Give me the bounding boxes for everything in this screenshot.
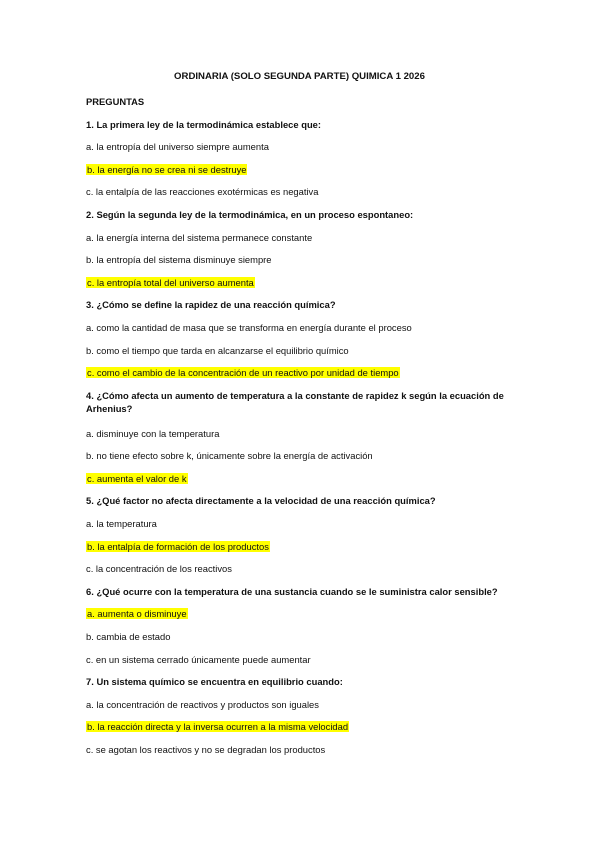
highlighted-answer: b. la reacción directa y la inversa ocurren a la misma velocidad	[87, 721, 349, 732]
question-number: 2.	[86, 209, 94, 220]
option-4a	[86, 427, 219, 440]
option-text: a. la concentración de reactivos y productos son iguales	[86, 699, 319, 710]
question-number: 5.	[86, 495, 94, 506]
option-4c	[86, 472, 188, 485]
option-5c	[86, 562, 232, 575]
option-text: b. no tiene efecto sobre k, únicamente sobre la energía de activación	[86, 450, 373, 461]
option-6a	[86, 607, 188, 620]
option-text: c. en un sistema cerrado únicamente puede aumentar	[86, 654, 311, 665]
document-title: ORDINARIA (SOLO SEGUNDA PARTE) QUIMICA 1 2026	[174, 71, 425, 82]
question-2	[86, 208, 413, 221]
option-text: a. disminuye con la temperatura	[86, 428, 220, 439]
question-text: ¿Cómo se define la rapidez de una reacción química?	[96, 299, 336, 310]
question-number: 7.	[86, 676, 94, 687]
option-1c	[86, 185, 318, 198]
option-6b	[86, 630, 170, 643]
question-1	[86, 118, 321, 131]
option-2a	[86, 231, 312, 244]
highlighted-answer: a. aumenta o disminuye	[87, 608, 187, 619]
question-number: 6.	[86, 586, 94, 597]
option-7c	[86, 743, 325, 756]
option-text: b. cambia de estado	[86, 631, 171, 642]
question-number: 1.	[86, 119, 94, 130]
option-text: b. la entropía del sistema disminuye siempre	[86, 254, 272, 265]
option-text: c. se agotan los reactivos y no se degradan los productos	[86, 744, 326, 755]
option-text: c. la concentración de los reactivos	[86, 563, 232, 574]
option-2b	[86, 253, 272, 266]
option-text: a. como la cantidad de masa que se transforma en energía durante el proceso	[86, 322, 412, 333]
option-3a	[86, 321, 412, 334]
question-5	[86, 494, 436, 507]
question-number: 4.	[86, 390, 94, 401]
option-7b	[86, 720, 349, 733]
highlighted-answer: c. la entropía total del universo aumenta	[87, 277, 254, 288]
option-6c	[86, 653, 311, 666]
highlighted-answer: b. la energía no se crea ni se destruye	[87, 164, 247, 175]
question-4	[86, 389, 516, 415]
highlighted-answer: c. como el cambio de la concentración de un reactivo por unidad de tiempo	[87, 367, 399, 378]
highlighted-answer: b. la entalpía de formación de los productos	[87, 541, 269, 552]
question-text: ¿Cómo afecta un aumento de temperatura a la constante de rapidez k según la ecuación de Arhenius?	[86, 390, 504, 414]
option-text: a. la temperatura	[86, 518, 157, 529]
question-3	[86, 298, 336, 311]
option-1b	[86, 163, 247, 176]
section-heading: PREGUNTAS	[86, 96, 145, 107]
option-7a	[86, 698, 319, 711]
option-text: a. la entropía del universo siempre aumenta	[86, 141, 269, 152]
question-6	[86, 585, 498, 598]
question-text: ¿Qué ocurre con la temperatura de una sustancia cuando se le suministra calor sensible?	[96, 586, 498, 597]
question-text: La primera ley de la termodinámica establece que:	[96, 119, 322, 130]
option-text: b. como el tiempo que tarda en alcanzarse el equilibrio químico	[86, 345, 349, 356]
question-text: Un sistema químico se encuentra en equilibrio cuando:	[96, 676, 343, 687]
question-text: Según la segunda ley de la termodinámica, en un proceso espontaneo:	[96, 209, 414, 220]
option-1a	[86, 140, 269, 153]
option-4b	[86, 449, 373, 462]
option-2c	[86, 276, 255, 289]
option-3c	[86, 366, 400, 379]
question-number: 3.	[86, 299, 94, 310]
highlighted-answer: c. aumenta el valor de k	[87, 473, 187, 484]
option-text: a. la energía interna del sistema permanece constante	[86, 232, 313, 243]
option-5a	[86, 517, 157, 530]
question-7	[86, 675, 343, 688]
option-text: c. la entalpía de las reacciones exotérmicas es negativa	[86, 186, 319, 197]
question-text: ¿Qué factor no afecta directamente a la velocidad de una reacción química?	[96, 495, 436, 506]
option-3b	[86, 344, 349, 357]
option-5b	[86, 540, 270, 553]
